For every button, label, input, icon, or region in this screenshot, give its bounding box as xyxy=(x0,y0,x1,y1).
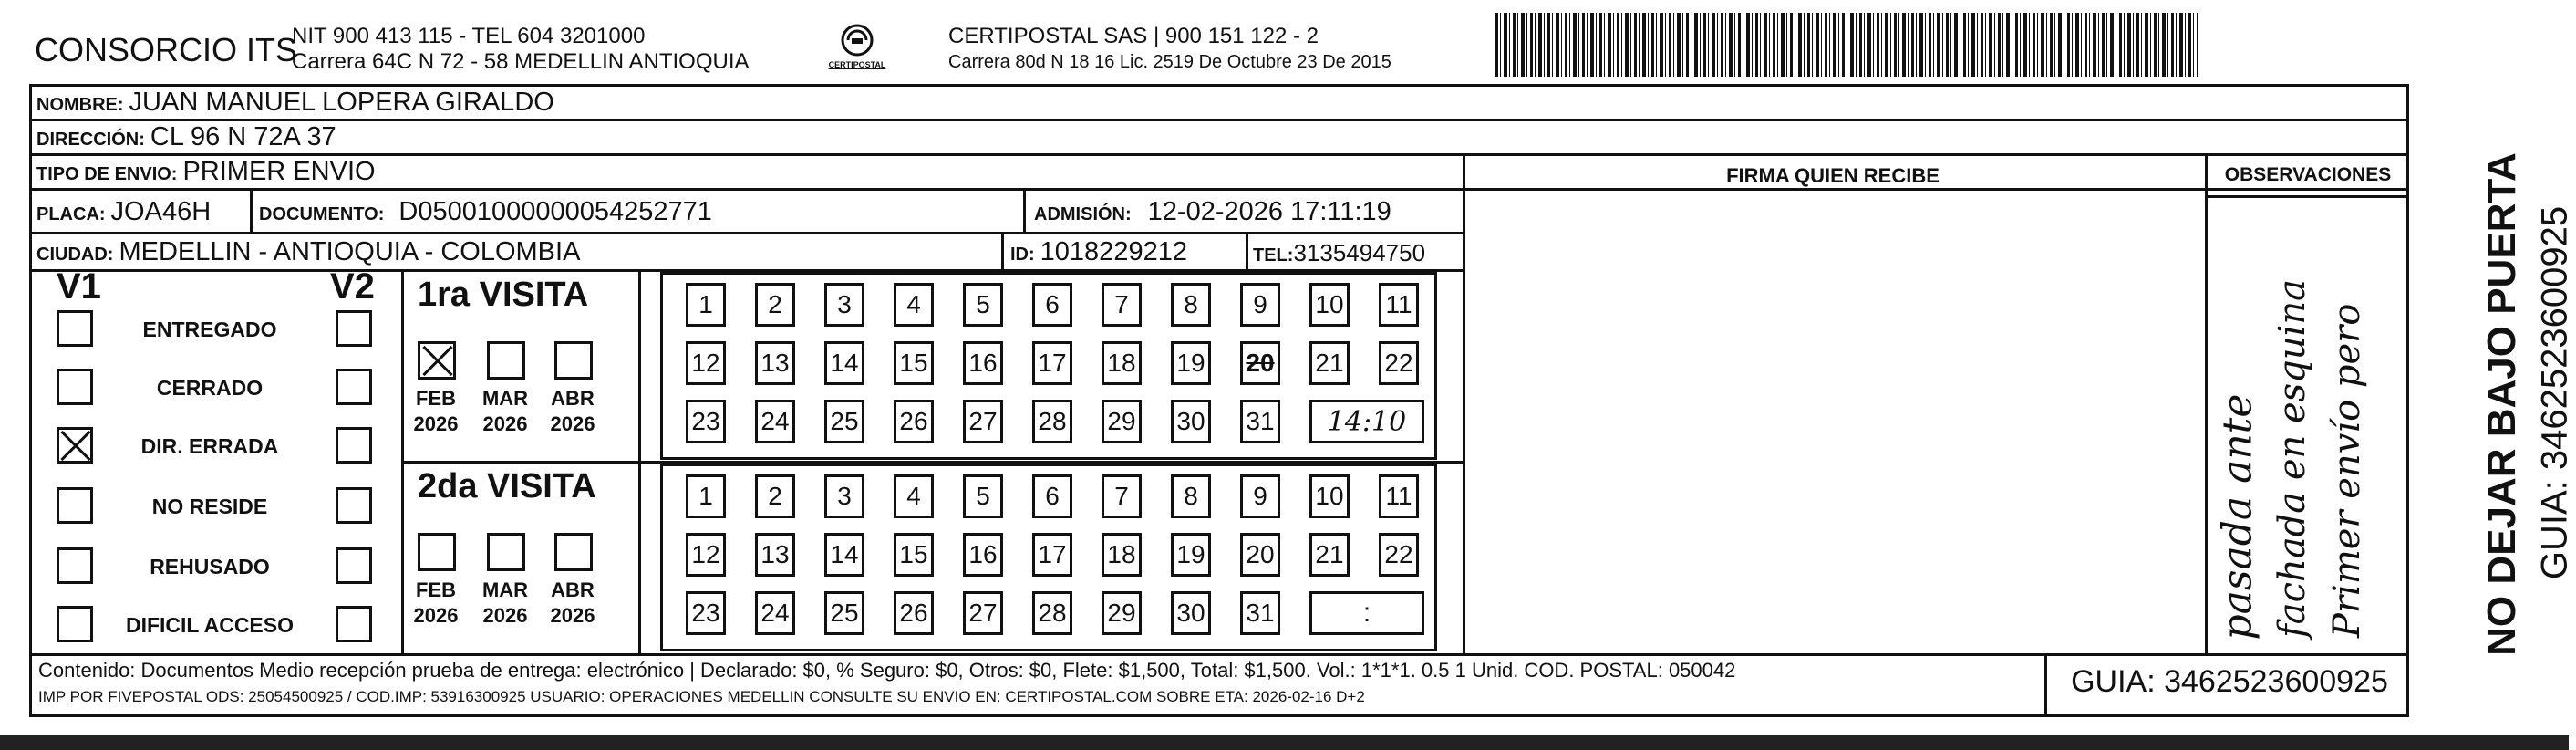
footer-imp: IMP POR FIVEPOSTAL ODS: 25054500925 / COD.IMP: 53916300925 USUARIO: OPERACIONES MEDELLIN CONSULTE SU ENVIO EN: CERTIPOSTAL.COM SOBRE ETA: 2026-02-16 D+2 xyxy=(38,688,1365,705)
month-checkbox[interactable] xyxy=(554,341,593,380)
status-label: DIFICIL ACCESO xyxy=(125,613,294,637)
day-box[interactable]: 17 xyxy=(1032,533,1072,577)
day-box[interactable]: 10 xyxy=(1309,474,1350,518)
placa-field xyxy=(36,197,211,227)
day-box[interactable]: 17 xyxy=(1032,341,1072,385)
documento-field xyxy=(259,197,712,227)
direccion-value: CL 96 N 72A 37 xyxy=(150,122,336,151)
direccion-field xyxy=(36,122,336,152)
v2-checkbox[interactable] xyxy=(336,310,372,347)
day-box[interactable]: 11 xyxy=(1379,283,1419,327)
ciudad-field xyxy=(36,237,580,267)
month-year: 2026 xyxy=(413,604,459,627)
day-box[interactable]: 30 xyxy=(1171,591,1211,635)
day-box[interactable]: 13 xyxy=(755,533,795,577)
tel-field xyxy=(1253,239,1425,267)
v1-checkbox[interactable] xyxy=(57,427,93,464)
admision-field xyxy=(1034,197,1391,227)
tel-value: 3135494750 xyxy=(1293,239,1426,266)
day-box[interactable]: 3 xyxy=(824,283,864,327)
observacion-line-2: fachada en esquina xyxy=(2271,279,2313,638)
courier-license: Carrera 80d N 18 16 Lic. 2519 De Octubre 23 De 2015 xyxy=(948,52,1391,72)
tipo-envio-label: TIPO DE ENVIO: xyxy=(36,164,178,184)
documento-label: DOCUMENTO: xyxy=(259,204,385,224)
day-box[interactable]: 18 xyxy=(1102,533,1142,577)
month-name: ABR xyxy=(551,578,595,601)
day-box[interactable]: 24 xyxy=(755,400,795,443)
status-label: REHUSADO xyxy=(150,555,270,578)
day-box[interactable]: 7 xyxy=(1102,283,1142,327)
day-box[interactable]: 23 xyxy=(686,591,726,635)
day-box[interactable]: 29 xyxy=(1102,400,1142,443)
day-box[interactable]: 29 xyxy=(1102,591,1142,635)
day-box[interactable]: 26 xyxy=(894,400,934,443)
day-box[interactable]: 15 xyxy=(894,533,934,577)
company-address: Carrera 64C N 72 - 58 MEDELLIN ANTIOQUIA xyxy=(292,49,750,74)
day-box[interactable]: 4 xyxy=(894,474,934,518)
visit-title: 1ra VISITA xyxy=(418,276,589,314)
v2-checkbox[interactable] xyxy=(336,427,372,464)
observacion-line-1: pasada ante xyxy=(2214,393,2261,641)
status-label: ENTREGADO xyxy=(142,318,277,341)
month-checkbox[interactable] xyxy=(487,341,525,380)
ciudad-label: CIUDAD: xyxy=(36,245,114,265)
day-box[interactable]: 5 xyxy=(963,283,1003,327)
courier-name: CERTIPOSTAL SAS | 900 151 122 - 2 xyxy=(948,24,1319,48)
day-box[interactable]: 1 xyxy=(686,283,726,327)
day-box[interactable]: 30 xyxy=(1171,400,1211,443)
month-name: FEB xyxy=(416,387,456,410)
status-label: CERRADO xyxy=(156,376,264,400)
direccion-label: DIRECCIÓN: xyxy=(36,130,145,150)
admision-label: ADMISIÓN: xyxy=(1034,204,1132,224)
day-grid-frame xyxy=(660,272,1437,460)
admision-value: 12-02-2026 17:11:19 xyxy=(1147,197,1391,226)
day-box[interactable]: 27 xyxy=(963,591,1003,635)
visit-title: 2da VISITA xyxy=(418,467,596,505)
tel-label: TEL: xyxy=(1253,245,1294,266)
month-checkbox[interactable] xyxy=(487,533,525,571)
day-box[interactable]: 12 xyxy=(686,341,726,385)
company-name: CONSORCIO ITS xyxy=(35,31,298,68)
logo-text: CERTIPOSTAL xyxy=(828,60,886,69)
month-year: 2026 xyxy=(550,412,595,435)
v2-checkbox[interactable] xyxy=(336,606,372,642)
visit-time[interactable]: : xyxy=(1309,591,1424,635)
status-label: NO RESIDE xyxy=(151,495,268,518)
day-box[interactable]: 14 xyxy=(824,533,864,577)
id-value: 1018229212 xyxy=(1040,237,1187,266)
month-year: 2026 xyxy=(413,412,459,435)
v1-label: V1 xyxy=(57,266,101,307)
day-box[interactable]: 1 xyxy=(686,474,726,518)
barcode xyxy=(1495,13,2198,77)
month-name: ABR xyxy=(551,387,595,410)
day-box[interactable]: 21 xyxy=(1309,533,1350,577)
day-box[interactable]: 6 xyxy=(1032,283,1072,327)
side-guia: GUIA: 3462523600925 xyxy=(2534,205,2575,580)
footer-contenido: Contenido: Documentos Medio recepción prueba de entrega: electrónico | Declarado: $0, % Seguro: $0, Otros: $0, Flete: $1,500, Total: $1,500. Vol.: 1*1*1. 0.5 1 Unid. COD. POSTAL: 050042 xyxy=(38,659,1736,682)
v1-checkbox[interactable] xyxy=(57,547,93,584)
day-box[interactable]: 27 xyxy=(963,400,1003,443)
status-label: DIR. ERRADA xyxy=(140,434,279,458)
day-box[interactable]: 19 xyxy=(1171,341,1211,385)
day-box[interactable]: 2 xyxy=(755,474,795,518)
day-box[interactable]: 9 xyxy=(1240,283,1280,327)
certipostal-logo xyxy=(828,22,886,73)
day-box[interactable]: 11 xyxy=(1379,474,1419,518)
firma-label: FIRMA QUIEN RECIBE xyxy=(1726,164,1940,187)
day-box[interactable]: 22 xyxy=(1379,341,1419,385)
day-box[interactable]: 16 xyxy=(963,341,1003,385)
day-box[interactable]: 31 xyxy=(1240,400,1280,443)
day-box[interactable]: 26 xyxy=(894,591,934,635)
day-box[interactable]: 8 xyxy=(1171,283,1211,327)
day-box[interactable]: 4 xyxy=(894,283,934,327)
nombre-label: NOMBRE: xyxy=(36,95,124,115)
day-box[interactable]: 18 xyxy=(1102,341,1142,385)
footer-guia: GUIA: 3462523600925 xyxy=(2071,664,2388,699)
visit-time[interactable]: 14:10 xyxy=(1309,400,1424,443)
day-box[interactable]: 14 xyxy=(824,341,864,385)
day-box[interactable]: 24 xyxy=(755,591,795,635)
observaciones-notes xyxy=(2207,210,2405,651)
day-box[interactable]: 10 xyxy=(1309,283,1350,327)
day-box[interactable]: 2 xyxy=(755,283,795,327)
observaciones-label: OBSERVACIONES xyxy=(2224,164,2392,185)
day-box[interactable]: 22 xyxy=(1379,533,1419,577)
month-checkbox[interactable] xyxy=(418,341,456,380)
v2-checkbox[interactable] xyxy=(336,487,372,524)
day-box[interactable]: 20 xyxy=(1240,533,1280,577)
tipo-envio-value: PRIMER ENVIO xyxy=(182,157,376,186)
v2-checkbox[interactable] xyxy=(336,369,372,405)
day-box[interactable]: 25 xyxy=(824,591,864,635)
id-field xyxy=(1010,237,1187,267)
day-box[interactable]: 21 xyxy=(1309,341,1350,385)
day-box[interactable]: 7 xyxy=(1102,474,1142,518)
v2-label: V2 xyxy=(330,266,375,307)
day-box[interactable]: 28 xyxy=(1032,400,1072,443)
day-box[interactable]: 19 xyxy=(1171,533,1211,577)
placa-label: PLACA: xyxy=(36,204,106,224)
day-box[interactable]: 3 xyxy=(824,474,864,518)
v1-checkbox[interactable] xyxy=(57,487,93,524)
month-year: 2026 xyxy=(482,604,528,627)
month-year: 2026 xyxy=(550,604,595,627)
v1-checkbox[interactable] xyxy=(57,369,93,405)
month-name: MAR xyxy=(481,578,529,601)
month-name: FEB xyxy=(416,578,456,601)
day-grid-frame xyxy=(660,464,1437,651)
day-box[interactable]: 5 xyxy=(963,474,1003,518)
v1-checkbox[interactable] xyxy=(57,310,93,347)
id-label: ID: xyxy=(1010,245,1035,265)
v1-checkbox[interactable] xyxy=(57,606,93,642)
day-box[interactable]: 28 xyxy=(1032,591,1072,635)
observacion-line-3: Primer envío pero xyxy=(2326,303,2368,638)
day-box[interactable]: 15 xyxy=(894,341,934,385)
day-box[interactable]: 25 xyxy=(824,400,864,443)
tipo-envio-field xyxy=(36,157,376,187)
day-box[interactable]: 31 xyxy=(1240,591,1280,635)
day-box[interactable]: 16 xyxy=(963,533,1003,577)
day-box[interactable]: 6 xyxy=(1032,474,1072,518)
v2-checkbox[interactable] xyxy=(336,547,372,584)
month-checkbox[interactable] xyxy=(418,533,456,571)
company-nit: NIT 900 413 115 - TEL 604 3201000 xyxy=(292,24,646,48)
month-year: 2026 xyxy=(482,412,528,435)
day-box[interactable]: 23 xyxy=(686,400,726,443)
day-box[interactable]: 9 xyxy=(1240,474,1280,518)
day-box[interactable]: 12 xyxy=(686,533,726,577)
month-checkbox[interactable] xyxy=(554,533,593,571)
day-box[interactable]: 13 xyxy=(755,341,795,385)
documento-value: D05001000000054252771 xyxy=(398,197,712,226)
day-box[interactable]: 20 xyxy=(1240,341,1280,385)
nombre-field xyxy=(36,88,554,118)
nombre-value: JUAN MANUEL LOPERA GIRALDO xyxy=(129,88,554,117)
day-box[interactable]: 8 xyxy=(1171,474,1211,518)
ciudad-value: MEDELLIN - ANTIOQUIA - COLOMBIA xyxy=(119,237,581,266)
month-name: MAR xyxy=(481,387,529,410)
placa-value: JOA46H xyxy=(110,197,212,226)
no-dejar-warning: NO DEJAR BAJO PUERTA xyxy=(2479,152,2524,656)
